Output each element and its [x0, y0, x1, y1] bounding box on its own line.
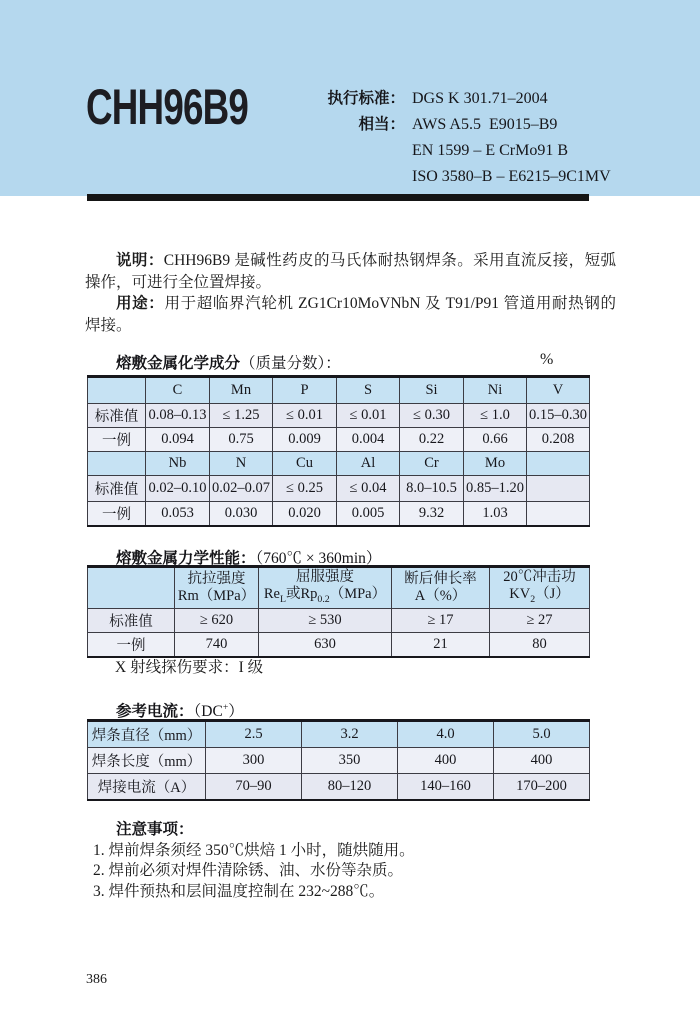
row-label-cell: 标准值 [88, 404, 146, 428]
row-label-cell: 标准值 [88, 609, 175, 633]
data-cell: 170–200 [494, 774, 590, 801]
data-cell: 0.85–1.20 [464, 476, 527, 502]
row-label-cell: 焊条长度（mm） [88, 748, 206, 774]
mech-table [87, 565, 590, 658]
data-cell: ≤ 0.01 [337, 404, 400, 428]
data-cell: 9.32 [400, 502, 464, 527]
current-title: 参考电流：（DC+） [116, 701, 244, 720]
table-row [88, 567, 590, 609]
row-label-cell: 一例 [88, 428, 146, 452]
data-cell [527, 502, 590, 527]
header-cell [88, 452, 146, 476]
header-cell: Nb [146, 452, 210, 476]
header-cell [527, 452, 590, 476]
standard-value: DGS K 301.71–2004 [412, 90, 548, 107]
data-cell: 21 [392, 633, 490, 658]
chem-table [87, 375, 590, 527]
data-cell: 0.208 [527, 428, 590, 452]
notes-title: 注意事项： [116, 821, 194, 838]
hero-header [0, 0, 700, 196]
data-cell: 3.2 [302, 721, 398, 748]
chem-unit: % [540, 351, 554, 368]
data-cell: 0.053 [146, 502, 210, 527]
data-cell: 4.0 [398, 721, 494, 748]
data-cell: 0.020 [273, 502, 337, 527]
yongtu-label: 用途： [116, 295, 165, 312]
data-cell: ≤ 1.25 [210, 404, 273, 428]
data-cell: 350 [302, 748, 398, 774]
corner-cell [88, 567, 175, 609]
header-cell: Si [400, 377, 464, 404]
header-cell: 屈服强度 $Re_L$或$Rp_{0.2}(MPa)$ [259, 567, 392, 609]
shuoming-text: CHH96B9 是碱性药皮的马氏体耐热钢焊条。采用直流反接，短弧操作，可进行全位置焊接。 [85, 252, 616, 291]
data-cell: 1.03 [464, 502, 527, 527]
header-cell: 抗拉强度 Rm（MPa） [175, 567, 259, 609]
data-cell: ≤ 0.25 [273, 476, 337, 502]
header-cell [88, 377, 146, 404]
table-row [88, 609, 590, 633]
divider-bar [87, 194, 589, 201]
equivalent-value: ISO 3580–B – E6215–9C1MV [412, 168, 611, 185]
equivalent-label: 相当： [358, 116, 405, 133]
data-cell: 0.009 [273, 428, 337, 452]
data-cell: 0.08–0.13 [146, 404, 210, 428]
data-cell: 740 [175, 633, 259, 658]
header-cell: P [273, 377, 337, 404]
mech-title: 熔敷金属力学性能：（760℃ × 360min） [116, 550, 382, 567]
mech-section-title [0, 546, 700, 566]
paragraph-shuoming [85, 250, 616, 293]
equivalent-value: AWS A5.5 E9015–B9 [412, 116, 558, 133]
chem-section-title [0, 351, 700, 371]
row-label-cell: 标准值 [88, 476, 146, 502]
header-cell: N [210, 452, 273, 476]
standards-block [0, 86, 640, 190]
note-item: 2. 焊前必须对焊件清除锈、油、水份等杂质。 [93, 862, 404, 879]
header-cell: Mn [210, 377, 273, 404]
data-cell: 2.5 [206, 721, 302, 748]
page-number: 386 [86, 972, 107, 987]
table-row [88, 774, 590, 801]
paragraph-yongtu [85, 293, 616, 336]
header-cell: Al [337, 452, 400, 476]
header-cell: 20℃冲击功 $KV_2(J)$ [490, 567, 590, 609]
data-cell: 0.02–0.07 [210, 476, 273, 502]
data-cell: 5.0 [494, 721, 590, 748]
table-row [88, 476, 590, 502]
data-cell: ≥ 620 [175, 609, 259, 633]
row-label-cell: 焊条直径（mm） [88, 721, 206, 748]
current-title-rest: （DC+） [193, 701, 244, 720]
standard-row [0, 138, 640, 164]
data-cell: 0.75 [210, 428, 273, 452]
notes-section [85, 820, 616, 902]
header-cell: Mo [464, 452, 527, 476]
chem-title: 熔敷金属化学成分（质量分数）： [116, 355, 341, 372]
table-row [88, 633, 590, 658]
data-cell: 0.004 [337, 428, 400, 452]
header-cell: V [527, 377, 590, 404]
table-row [88, 748, 590, 774]
note-item: 3. 焊件预热和层间温度控制在 232~288℃。 [93, 882, 385, 900]
table-row [88, 452, 590, 476]
table-row [88, 404, 590, 428]
row-label-cell: 一例 [88, 502, 146, 527]
data-cell: 140–160 [398, 774, 494, 801]
data-cell: ≥ 17 [392, 609, 490, 633]
header-cell: Cu [273, 452, 337, 476]
data-cell: ≥ 530 [259, 609, 392, 633]
data-cell: ≤ 0.04 [337, 476, 400, 502]
data-cell: ≥ 27 [490, 609, 590, 633]
table-row [88, 377, 590, 404]
standard-row [0, 164, 640, 190]
standard-label: 执行标准： [327, 90, 405, 107]
data-cell: 0.094 [146, 428, 210, 452]
data-cell: 630 [259, 633, 392, 658]
data-cell: 80 [490, 633, 590, 658]
table-row [88, 721, 590, 748]
standard-row [0, 112, 640, 138]
data-cell: 0.66 [464, 428, 527, 452]
data-cell [527, 476, 590, 502]
row-label-cell: 一例 [88, 633, 175, 658]
row-label-cell: 焊接电流（A） [88, 774, 206, 801]
data-cell: 70–90 [206, 774, 302, 801]
header-cell: S [337, 377, 400, 404]
standard-row [0, 86, 640, 112]
data-cell: 300 [206, 748, 302, 774]
shuoming-label: 说明： [116, 252, 164, 269]
header-cell: C [146, 377, 210, 404]
header-cell: 断后伸长率 A（%） [392, 567, 490, 609]
data-cell: ≤ 1.0 [464, 404, 527, 428]
equivalent-label [0, 164, 405, 190]
data-cell: 0.030 [210, 502, 273, 527]
current-table [87, 719, 590, 801]
data-cell: ≤ 0.01 [273, 404, 337, 428]
data-cell: ≤ 0.30 [400, 404, 464, 428]
data-cell: 80–120 [302, 774, 398, 801]
data-cell: 0.02–0.10 [146, 476, 210, 502]
data-cell: 8.0–10.5 [400, 476, 464, 502]
header-cell: Cr [400, 452, 464, 476]
data-cell: 400 [398, 748, 494, 774]
note-item: 1. 焊前焊条须经 350℃烘焙 1 小时，随烘随用。 [93, 841, 415, 859]
xray-note: X 射线探伤要求：I 级 [115, 659, 264, 676]
current-section-title [0, 699, 700, 719]
description-section [85, 250, 616, 336]
data-cell: 400 [494, 748, 590, 774]
chem-title-rest: （质量分数）： [240, 355, 341, 372]
table-row [88, 502, 590, 527]
equivalent-label [0, 138, 405, 164]
table-row [88, 428, 590, 452]
product-title: CHH96B9 [86, 78, 249, 135]
data-cell: 0.005 [337, 502, 400, 527]
yongtu-text: 用于超临界汽轮机 ZG1Cr10MoVNbN 及 T91/P91 管道用耐热钢的焊接。 [85, 295, 616, 334]
data-cell: 0.22 [400, 428, 464, 452]
header-cell: Ni [464, 377, 527, 404]
data-cell: 0.15–0.30 [527, 404, 590, 428]
mech-title-rest: （760℃ × 360min） [255, 550, 382, 567]
equivalent-value: EN 1599 – E CrMo91 B [412, 142, 568, 159]
